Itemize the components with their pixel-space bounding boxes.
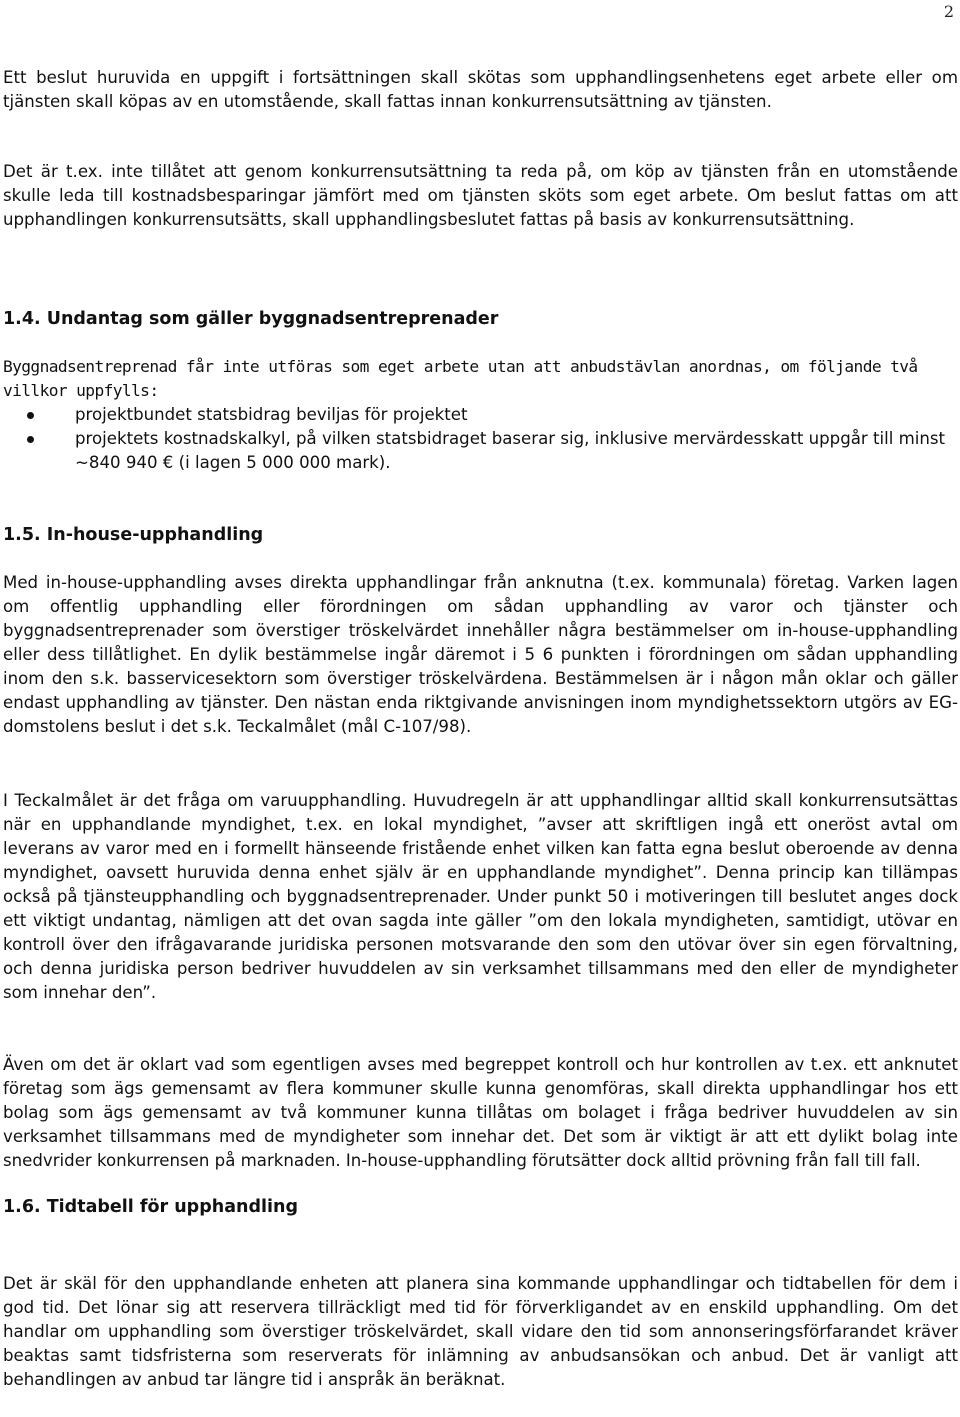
- heading-section-1-6: 1.6. Tidtabell för upphandling: [3, 1197, 298, 1217]
- bullet-icon: [27, 412, 34, 419]
- list-item-text: projektets kostnadskalkyl, på vilken statsbidraget baserar sig, inklusive mervärdesskatt uppgår till minst ~840 940 € (i lagen 5 000 000 mark).: [75, 429, 946, 472]
- conditions-list: [3, 403, 958, 475]
- paragraph-building-contracts: Byggnadsentreprenad får inte utföras som eget arbete utan att anbudstävlan anordnas, om följande två villkor uppfylls:: [3, 357, 918, 400]
- paragraph-decision-timing: Ett beslut huruvida en uppgift i fortsättningen skall skötas som upphandlingsenhetens eget arbete eller om tjänsten skall köpas av en utomstående, skall fattas innan konkurrensutsättning av tjänsten.: [3, 68, 958, 111]
- paragraph-cost-savings: Det är t.ex. inte tillåtet att genom konkurrensutsättning ta reda på, om köp av tjänsten från en utomstående skulle leda till kostnadsbesparingar jämfört med om tjänsten sköts som eget arbete. Om beslut fattas om att upphandlingen konkurrensutsätts, skall upphandlingsbeslutet fattas på basis av konkurrensutsättning.: [3, 162, 958, 229]
- heading-section-1-4: 1.4. Undantag som gäller byggnadsentreprenader: [3, 309, 499, 329]
- paragraph-in-house-definition: Med in-house-upphandling avses direkta upphandlingar från anknutna (t.ex. kommunala) företag. Varken lagen om offentlig upphandling eller förordningen om sådan upphandling av varor och tjänster och byggnadsentreprenader som överstiger tröskelvärdet innehåller några bestämmelser om in-house-upphandling eller dess tillåtlighet. En dylik bestämmelse ingår däremot i 5 6 punkten i förordningen om sådan upphandling inom den s.k. basservicesektorn som överstiger tröskelvärdena. Bestämmelsen är i någon mån oklar och gäller endast upphandling av tjänster. Den nästan enda riktgivande anvisningen inom myndighetssektorn utgörs av EG-domstolens beslut i det s.k. Teckalmålet (mål C-107/98).: [3, 573, 958, 736]
- paragraph-timetable: Det är skäl för den upphandlande enheten att planera sina kommande upphandlingar och tidtabellen för dem i god tid. Det lönar sig att reservera tillräckligt med tid för förverkligandet av en enskild upphandling. Om det handlar om upphandling som överstiger tröskelvärdet, skall vidare den tid som annonseringsförfarandet kräver beaktas samt tidsfristerna som reserverats för inlämning av anbudsansökan och anbud. Det är vanligt att behandlingen av anbud tar längre tid i anspråk än beräknat.: [3, 1274, 958, 1389]
- list-item: [3, 403, 958, 427]
- heading-section-1-5: 1.5. In-house-upphandling: [3, 525, 264, 545]
- list-item: [3, 427, 958, 475]
- list-item-text: projektbundet statsbidrag beviljas för projektet: [75, 405, 468, 424]
- bullet-icon: [27, 436, 34, 443]
- page-number: 2: [943, 2, 954, 21]
- paragraph-teckal-case: I Teckalmålet är det fråga om varuupphandling. Huvudregeln är att upphandlingar alltid skall konkurrensutsättas när en upphandlande myndighet, t.ex. en lokal myndighet, ”avser att skriftligen ingå ett oneröst avtal om leverans av varor med en i formellt hänseende fristående enhet vilken kan fatta egna beslut oberoende av denna myndighet, oavsett huruvida denna enhet själv är en upphandlande myndighet”. Denna princip kan tillämpas också på tjänsteupphandling och byggnadsentreprenader. Under punkt 50 i motiveringen till beslutet anges dock ett viktigt undantag, nämligen att det ovan sagda inte gäller ”om den lokala myndigheten, samtidigt, utövar en kontroll över den ifrågavarande juridiska personen motsvarande den som den utövar över sin egen förvaltning, och denna juridiska person bedriver huvuddelen av sin verksamhet tillsammans med den eller de myndigheter som innehar den”.: [3, 791, 958, 1002]
- paragraph-control-concept: Även om det är oklart vad som egentligen avses med begreppet kontroll och hur kontrollen av t.ex. ett anknutet företag som ägs gemensamt av flera kommuner skulle kunna genomföras, skall direkta upphandlingar hos ett bolag som ägs gemensamt av två kommuner kunna tillåtas om bolaget i fråga bedriver huvuddelen av sin verksamhet tillsammans med de myndigheter som innehar det. Det som är viktigt är att ett dylikt bolag inte snedvrider konkurrensen på marknaden. In-house-upphandling förutsätter dock alltid prövning från fall till fall.: [3, 1055, 958, 1170]
